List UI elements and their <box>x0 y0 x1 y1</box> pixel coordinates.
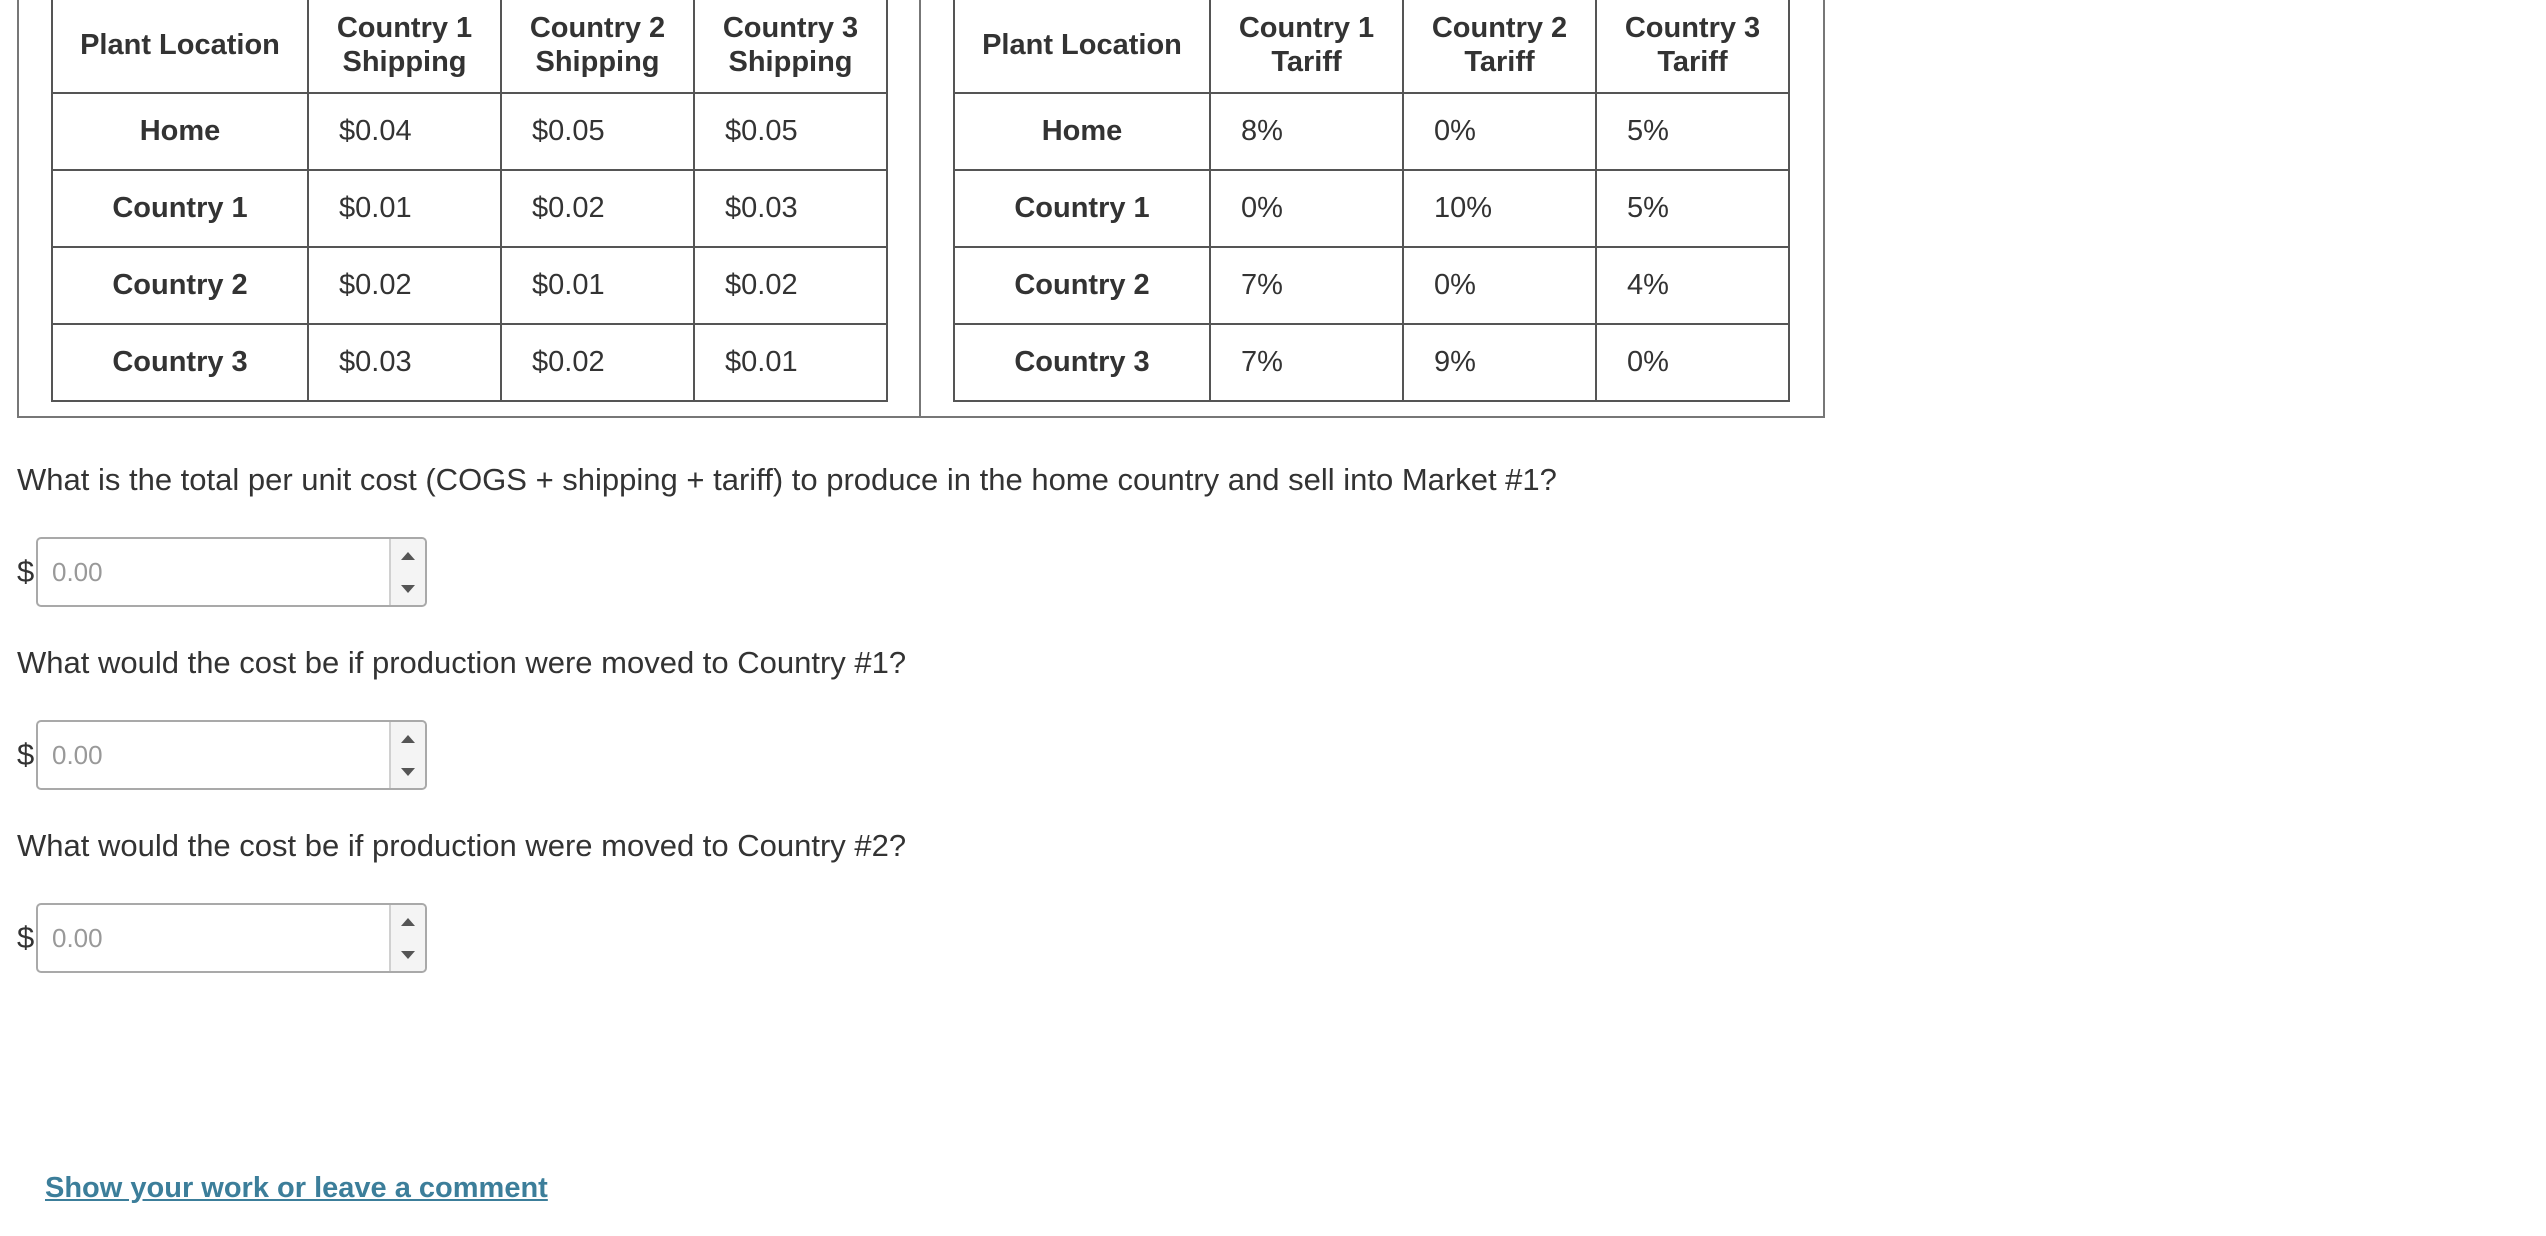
column-header-country-2-tariff <box>1403 0 1596 93</box>
table-cell: 9% <box>1403 324 1596 401</box>
tables-container <box>17 0 1825 418</box>
table-cell: $0.01 <box>501 247 694 324</box>
table-cell: $0.03 <box>694 170 887 247</box>
header-line: Shipping <box>728 46 853 78</box>
column-header-plant-location <box>52 0 308 93</box>
answer-3-input[interactable] <box>38 905 390 971</box>
table-cell: $0.04 <box>308 93 501 170</box>
tariff-table <box>953 0 1790 402</box>
table-row <box>52 93 887 170</box>
row-header: Country 3 <box>954 324 1210 401</box>
column-header-country-3-shipping <box>694 0 887 93</box>
header-line: Shipping <box>342 46 467 78</box>
table-row <box>954 93 1789 170</box>
table-cell: 7% <box>1210 324 1403 401</box>
column-header-country-1-shipping <box>308 0 501 93</box>
header-line: Country 1 <box>336 12 473 44</box>
header-line: Tariff <box>1657 46 1728 78</box>
table-cell: 10% <box>1403 170 1596 247</box>
header-line: Country 3 <box>1624 12 1761 44</box>
shipping-table-panel <box>19 0 921 416</box>
table-cell: $0.01 <box>694 324 887 401</box>
header-line: Plant Location <box>80 29 280 61</box>
answer-2-spinner <box>389 722 425 788</box>
decrement-button[interactable] <box>391 755 425 788</box>
row-header: Country 3 <box>52 324 308 401</box>
table-cell: 4% <box>1596 247 1789 324</box>
tariff-table-panel <box>921 0 1823 416</box>
header-line: Country 2 <box>1431 12 1568 44</box>
table-cell: 8% <box>1210 93 1403 170</box>
table-cell: 5% <box>1596 93 1789 170</box>
currency-symbol: $ <box>17 920 35 955</box>
shipping-table <box>51 0 888 402</box>
increment-button[interactable] <box>391 539 425 572</box>
table-header-row <box>954 0 1789 93</box>
answer-2-input[interactable] <box>38 722 390 788</box>
currency-symbol: $ <box>17 554 35 589</box>
table-header-row <box>52 0 887 93</box>
table-cell: $0.02 <box>501 170 694 247</box>
column-header-country-1-tariff <box>1210 0 1403 93</box>
row-header: Country 1 <box>954 170 1210 247</box>
caret-down-icon <box>401 585 415 593</box>
column-header-plant-location <box>954 0 1210 93</box>
table-cell: $0.01 <box>308 170 501 247</box>
show-work-link[interactable]: Show your work or leave a comment <box>45 1172 548 1204</box>
table-cell: 0% <box>1403 93 1596 170</box>
header-line: Country 3 <box>722 12 859 44</box>
table-cell: $0.03 <box>308 324 501 401</box>
column-header-country-2-shipping <box>501 0 694 93</box>
row-header: Country 2 <box>954 247 1210 324</box>
increment-button[interactable] <box>391 722 425 755</box>
answer-3-spinner <box>389 905 425 971</box>
caret-up-icon <box>401 918 415 926</box>
header-line: Tariff <box>1464 46 1535 78</box>
answer-1-row <box>17 537 427 607</box>
table-cell: $0.02 <box>308 247 501 324</box>
answer-1-input[interactable] <box>38 539 390 605</box>
question-1-text: What is the total per unit cost (COGS + shipping + tariff) to produce in the home country and sell into Market #1? <box>17 462 1557 497</box>
table-row <box>52 170 887 247</box>
table-row <box>954 247 1789 324</box>
answer-1-field <box>36 537 427 607</box>
increment-button[interactable] <box>391 905 425 938</box>
question-3-text: What would the cost be if production were moved to Country #2? <box>17 828 907 863</box>
header-line: Tariff <box>1271 46 1342 78</box>
table-cell: $0.05 <box>694 93 887 170</box>
table-cell: $0.05 <box>501 93 694 170</box>
answer-1-spinner <box>389 539 425 605</box>
header-line: Country 2 <box>529 12 666 44</box>
table-cell: 0% <box>1210 170 1403 247</box>
decrement-button[interactable] <box>391 938 425 971</box>
row-header: Country 2 <box>52 247 308 324</box>
row-header: Country 1 <box>52 170 308 247</box>
row-header: Home <box>954 93 1210 170</box>
caret-down-icon <box>401 768 415 776</box>
answer-2-field <box>36 720 427 790</box>
table-cell: 0% <box>1596 324 1789 401</box>
answer-2-row <box>17 720 427 790</box>
currency-symbol: $ <box>17 737 35 772</box>
table-cell: $0.02 <box>501 324 694 401</box>
column-header-country-3-tariff <box>1596 0 1789 93</box>
table-cell: 7% <box>1210 247 1403 324</box>
row-header: Home <box>52 93 308 170</box>
table-row <box>954 324 1789 401</box>
table-row <box>52 324 887 401</box>
header-line: Country 1 <box>1238 12 1375 44</box>
table-row <box>954 170 1789 247</box>
table-cell: 5% <box>1596 170 1789 247</box>
answer-3-field <box>36 903 427 973</box>
table-row <box>52 247 887 324</box>
header-line: Plant Location <box>982 29 1182 61</box>
decrement-button[interactable] <box>391 572 425 605</box>
header-line: Shipping <box>535 46 660 78</box>
table-cell: 0% <box>1403 247 1596 324</box>
answer-3-row <box>17 903 427 973</box>
caret-down-icon <box>401 951 415 959</box>
table-cell: $0.02 <box>694 247 887 324</box>
caret-up-icon <box>401 735 415 743</box>
caret-up-icon <box>401 552 415 560</box>
question-2-text: What would the cost be if production were moved to Country #1? <box>17 645 907 680</box>
